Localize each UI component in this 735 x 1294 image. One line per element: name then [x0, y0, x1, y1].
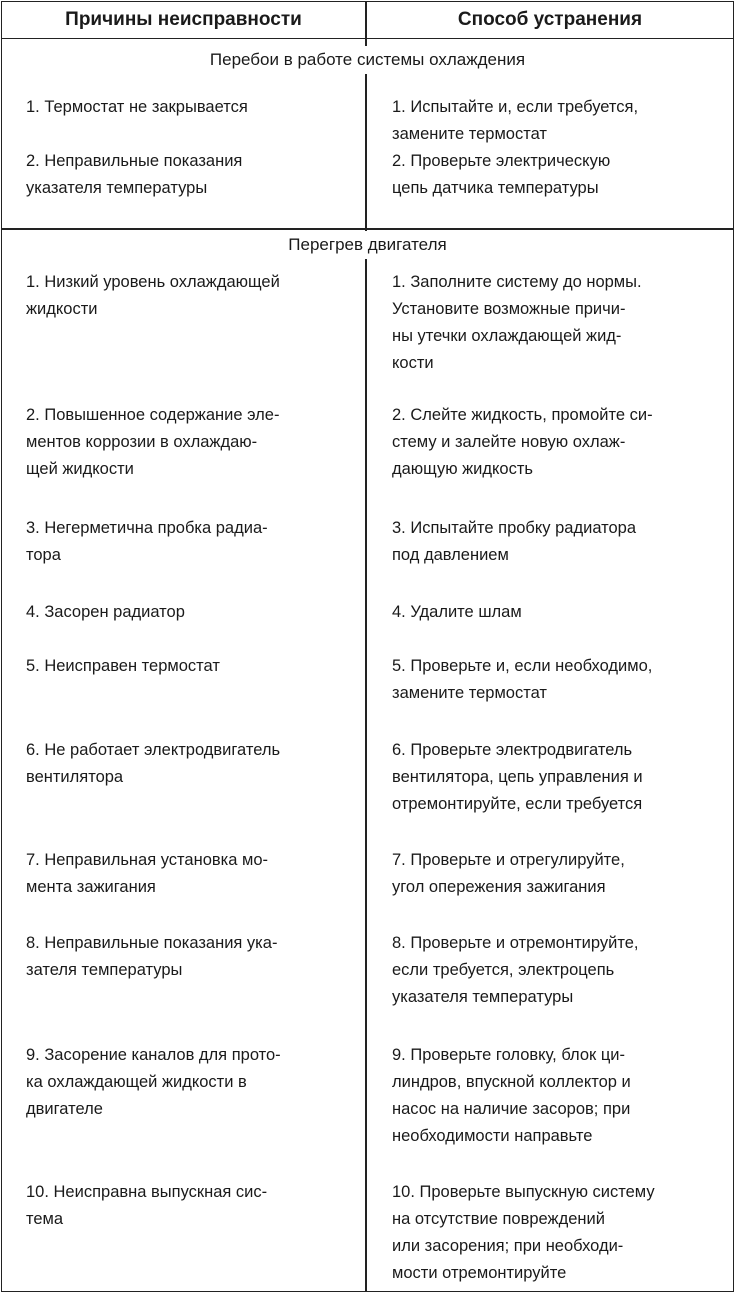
- fix-cell: 1. Испытайте и, если требуется, замените термостат: [392, 98, 639, 143]
- cause-cell: 2. Неправильные показания указателя температуры: [26, 152, 243, 197]
- cause-cell: 9. Засорение каналов для прото- ка охлаждающей жидкости в двигателе: [26, 1046, 281, 1118]
- cause-cell: 7. Неправильная установка мо- мента зажигания: [26, 851, 269, 896]
- header-fix: Способ устранения: [457, 9, 643, 30]
- fix-cell: 1. Заполните систему до нормы. Установите возможные причи- ны утечки охлаждающей жид- кости: [392, 273, 642, 372]
- column-divider: [365, 2, 367, 1291]
- fix-cell: 5. Проверьте и, если необходимо, замените термостат: [392, 657, 653, 702]
- fix-cell: 9. Проверьте головку, блок ци- линдров, впускной коллектор и насос на наличие засоров; при необходимости направьте: [392, 1046, 631, 1145]
- section-divider: [2, 228, 733, 230]
- cause-cell: 4. Засорен радиатор: [26, 603, 185, 621]
- cause-cell: 6. Не работает электродвигатель вентилятора: [26, 741, 281, 786]
- cause-cell: 5. Неисправен термостат: [26, 657, 220, 675]
- cause-cell: 10. Неисправна выпускная сис- тема: [26, 1183, 268, 1228]
- troubleshooting-table: [1, 1, 734, 1292]
- table-header: [2, 2, 733, 39]
- fix-cell: 6. Проверьте электродвигатель вентилятора, цепь управления и отремонтируйте, если требуется: [392, 741, 643, 813]
- fix-cell: 2. Слейте жидкость, промойте си- стему и залейте новую охлаж- дающую жидкость: [392, 406, 653, 478]
- cause-cell: 1. Термостат не закрывается: [26, 98, 248, 116]
- fix-cell: 10. Проверьте выпускную систему на отсутствие повреждений или засорения; при необходи- мости отремонтируйте: [392, 1183, 655, 1282]
- cause-cell: 8. Неправильные показания ука- зателя температуры: [26, 934, 278, 979]
- section-title: Перебои в работе системы охлаждения: [2, 46, 733, 74]
- fix-cell: 3. Испытайте пробку радиатора под давлением: [392, 519, 637, 564]
- fix-cell: 8. Проверьте и отремонтируйте, если требуется, электроцепь указателя температуры: [392, 934, 639, 1006]
- cause-cell: 3. Негерметична пробка радиа- тора: [26, 519, 268, 564]
- section-title: Перегрев двигателя: [2, 231, 733, 259]
- fix-cell: 7. Проверьте и отрегулируйте, угол опережения зажигания: [392, 851, 625, 896]
- header-cause: Причины неисправности: [65, 9, 302, 30]
- fix-cell: 2. Проверьте электрическую цепь датчика температуры: [392, 152, 611, 197]
- fix-cell: 4. Удалите шлам: [392, 603, 522, 621]
- cause-cell: 1. Низкий уровень охлаждающей жидкости: [26, 273, 280, 318]
- cause-cell: 2. Повышенное содержание эле- ментов коррозии в охлаждаю- щей жидкости: [26, 406, 280, 478]
